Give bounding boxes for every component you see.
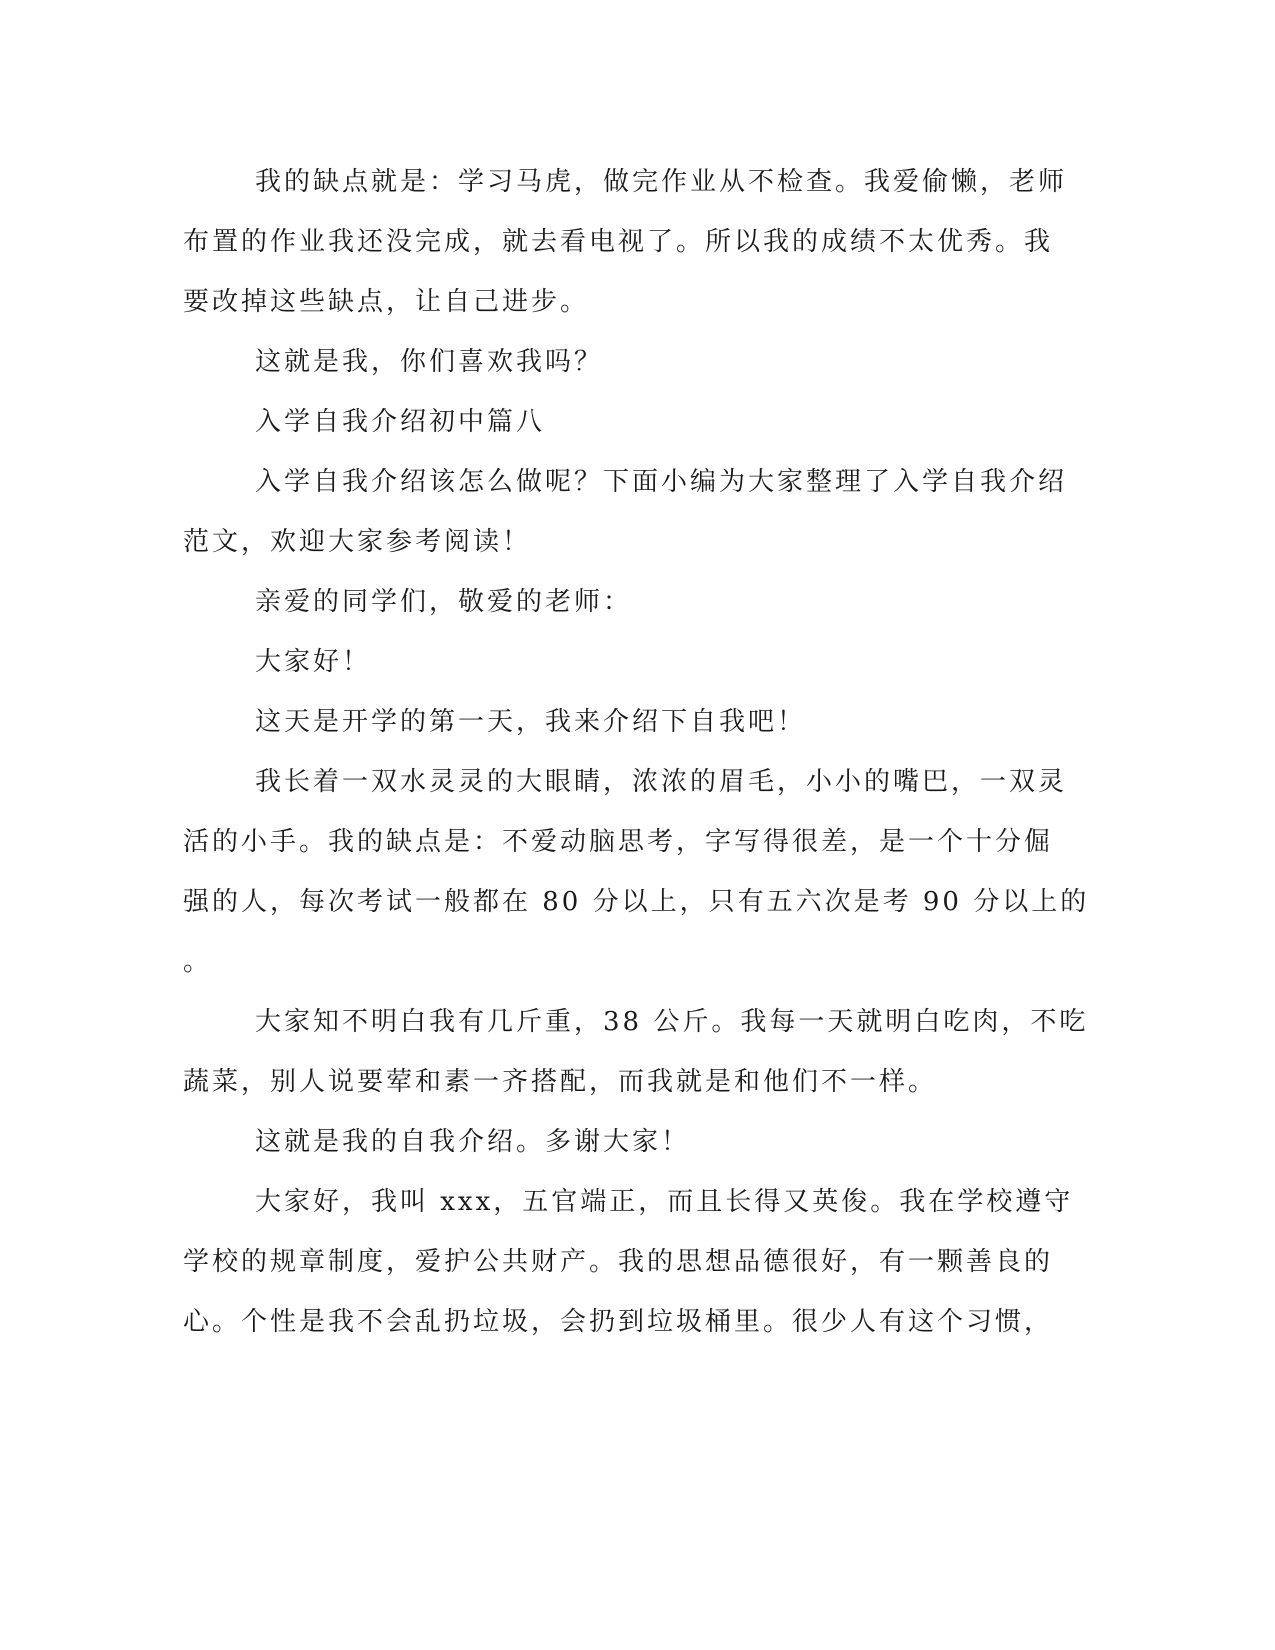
text-line: 我的缺点就是：学习马虎，做完作业从不检查。我爱偷懒，老师 — [255, 167, 1068, 197]
text-line: 布置的作业我还没完成，就去看电视了。所以我的成绩不太优秀。我 — [183, 227, 1054, 257]
text-line: 亲爱的同学们，敬爱的老师： — [255, 587, 633, 617]
section-heading — [183, 392, 1043, 452]
text-line: 要改掉这些缺点，让自己进步。 — [183, 287, 590, 317]
text-line: 活的小手。我的缺点是：不爱动脑思考，字写得很差，是一个十分倔 — [183, 827, 1054, 857]
paragraph-shortcomings — [183, 152, 1068, 332]
text-line: 强的人，每次考试一般都在 80 分以上，只有五六次是考 90 分以上的 — [183, 887, 1090, 917]
paragraph-salutation — [183, 572, 1043, 632]
paragraph-thanks — [183, 1112, 1043, 1172]
text-line: 大家好，我叫 xxx，五官端正，而且长得又英俊。我在学校遵守 — [255, 1187, 1074, 1217]
text-line: 。 — [183, 947, 213, 977]
text-line: 这就是我，你们喜欢我吗？ — [255, 347, 604, 377]
text-line: 这就是我的自我介绍。多谢大家！ — [255, 1127, 691, 1157]
paragraph-second-intro — [183, 1172, 1074, 1352]
text-line: 入学自我介绍初中篇八 — [255, 407, 546, 437]
paragraph-first-day — [183, 692, 1043, 752]
paragraph-question — [183, 332, 1043, 392]
text-line: 这天是开学的第一天，我来介绍下自我吧！ — [255, 707, 807, 737]
text-line: 学校的规章制度，爱护公共财产。我的思想品德很好，有一颗善良的 — [183, 1247, 1054, 1277]
paragraph-intro — [183, 452, 1068, 572]
paragraph-appearance — [183, 752, 1090, 992]
text-line: 大家知不明白我有几斤重，38 公斤。我每一天就明白吃肉，不吃 — [255, 1007, 1089, 1037]
text-line: 心。个性是我不会乱扔垃圾，会扔到垃圾桶里。很少人有这个习惯， — [183, 1307, 1054, 1337]
text-line: 蔬菜，别人说要荤和素一齐搭配，而我就是和他们不一样。 — [183, 1067, 938, 1097]
text-line: 大家好！ — [255, 647, 372, 677]
text-line: 范文，欢迎大家参考阅读！ — [183, 527, 532, 557]
text-line: 入学自我介绍该怎么做呢？下面小编为大家整理了入学自我介绍 — [255, 467, 1068, 497]
document-body — [183, 152, 1090, 1352]
paragraph-weight — [183, 992, 1089, 1112]
text-line: 我长着一双水灵灵的大眼睛，浓浓的眉毛，小小的嘴巴，一双灵 — [255, 767, 1068, 797]
paragraph-greeting — [183, 632, 1043, 692]
